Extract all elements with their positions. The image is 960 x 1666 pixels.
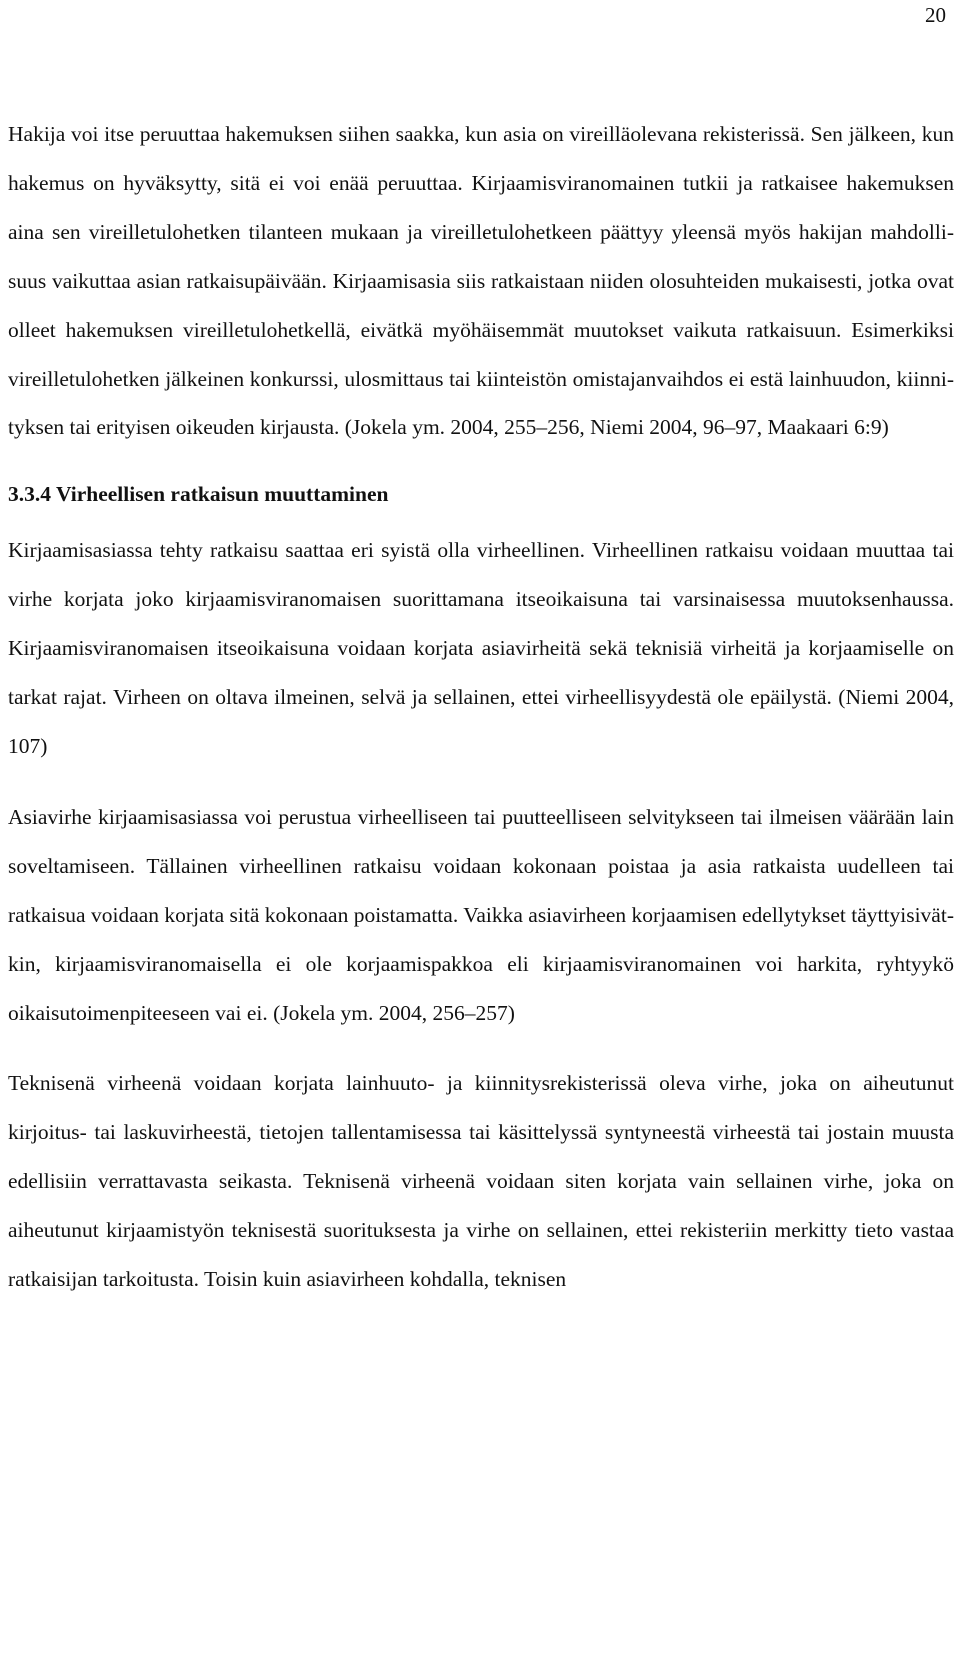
- paragraph-erroneous-decision: Kirjaamisasiassa tehty ratkaisu saattaa eri syistä olla virheellinen. Virheellinen ratkaisu voidaan muuttaa tai virhe korjata joko kirjaamisviranomaisen suorittamana itseoikaisuna tai varsinaisessa muutoksenhaussa. Kirjaamisviranomaisen itseoikaisuna voidaan korjata asiavirheitä sekä teknisiä virheitä ja korjaamiselle on tarkat rajat. Virheen on oltava ilmeinen, selvä ja sellainen, ettei virheellisyydestä ole epäilystä. (Niemi 2004, 107): [8, 538, 954, 758]
- paragraph-substantive-error: Asiavirhe kirjaamisasiassa voi perustua virheelliseen tai puutteelliseen selvitykseen tai ilmeisen väärään lain soveltamiseen. Tällainen virheellinen ratkaisu voidaan kokonaan poistaa ja asia ratkaista uudelleen tai ratkaisua voidaan korjata sitä kokonaan poistamatta. Vaikka asiavirheen korjaamisen edellytykset täyttyisivätkin, kirjaamisviranomaisella ei ole korjaamispakkoa eli kirjaamisviranomainen voi harkita, ryhtyykö oikaisutoimenpiteeseen vai ei. (Jokela ym. 2004, 256–257): [8, 804, 954, 1025]
- document-body: [8, 110, 954, 1304]
- paragraph-technical-error: Teknisenä virheenä voidaan korjata lainhuuto- ja kiinnitysrekisterissä oleva virhe, joka on aiheutunut kirjoitus- tai laskuvirheestä, tietojen tallentamisessa tai käsittelyssä syntyneestä virheestä tai jostain muusta edellisiin verrattavasta seikasta. Teknisenä virheenä voidaan siten korjata vain sellainen virhe, joka on aiheutunut kirjaamistyön teknisestä suorituksesta ja virhe on sellainen, ettei rekisteriin merkitty tieto vastaa ratkaisijan tarkoitusta. Toisin kuin asiavirheen kohdalla, teknisen: [8, 1071, 954, 1292]
- section-heading-3-3-4: 3.3.4 Virheellisen ratkaisun muuttaminen: [8, 482, 389, 507]
- page-number: 20: [925, 3, 946, 27]
- paragraph-application-withdrawal: Hakija voi itse peruuttaa hakemuksen siihen saakka, kun asia on vireilläolevana rekisterissä. Sen jälkeen, kun hakemus on hyväksytty, sitä ei voi enää peruuttaa. Kirjaamisviranomainen tutkii ja ratkaisee hakemuksen aina sen vireilletulohetken tilanteen mukaan ja vireilletulohetkeen päättyy yleensä myös hakijan mahdollisuus vaikuttaa asian ratkaisupäivään. Kirjaamisasia siis ratkaistaan niiden olosuhteiden mukaisesti, jotka ovat olleet hakemuksen vireilletulohetkellä, eivätkä myöhäisemmät muutokset vaikuta ratkaisuun. Esimerkiksi vireilletulohetken jälkeinen konkurssi, ulosmittaus tai kiinteistön omistajanvaihdos ei estä lainhuudon, kiinnityksen tai erityisen oikeuden kirjausta. (Jokela ym. 2004, 255–256, Niemi 2004, 96–97, Maakaari 6:9): [8, 122, 954, 440]
